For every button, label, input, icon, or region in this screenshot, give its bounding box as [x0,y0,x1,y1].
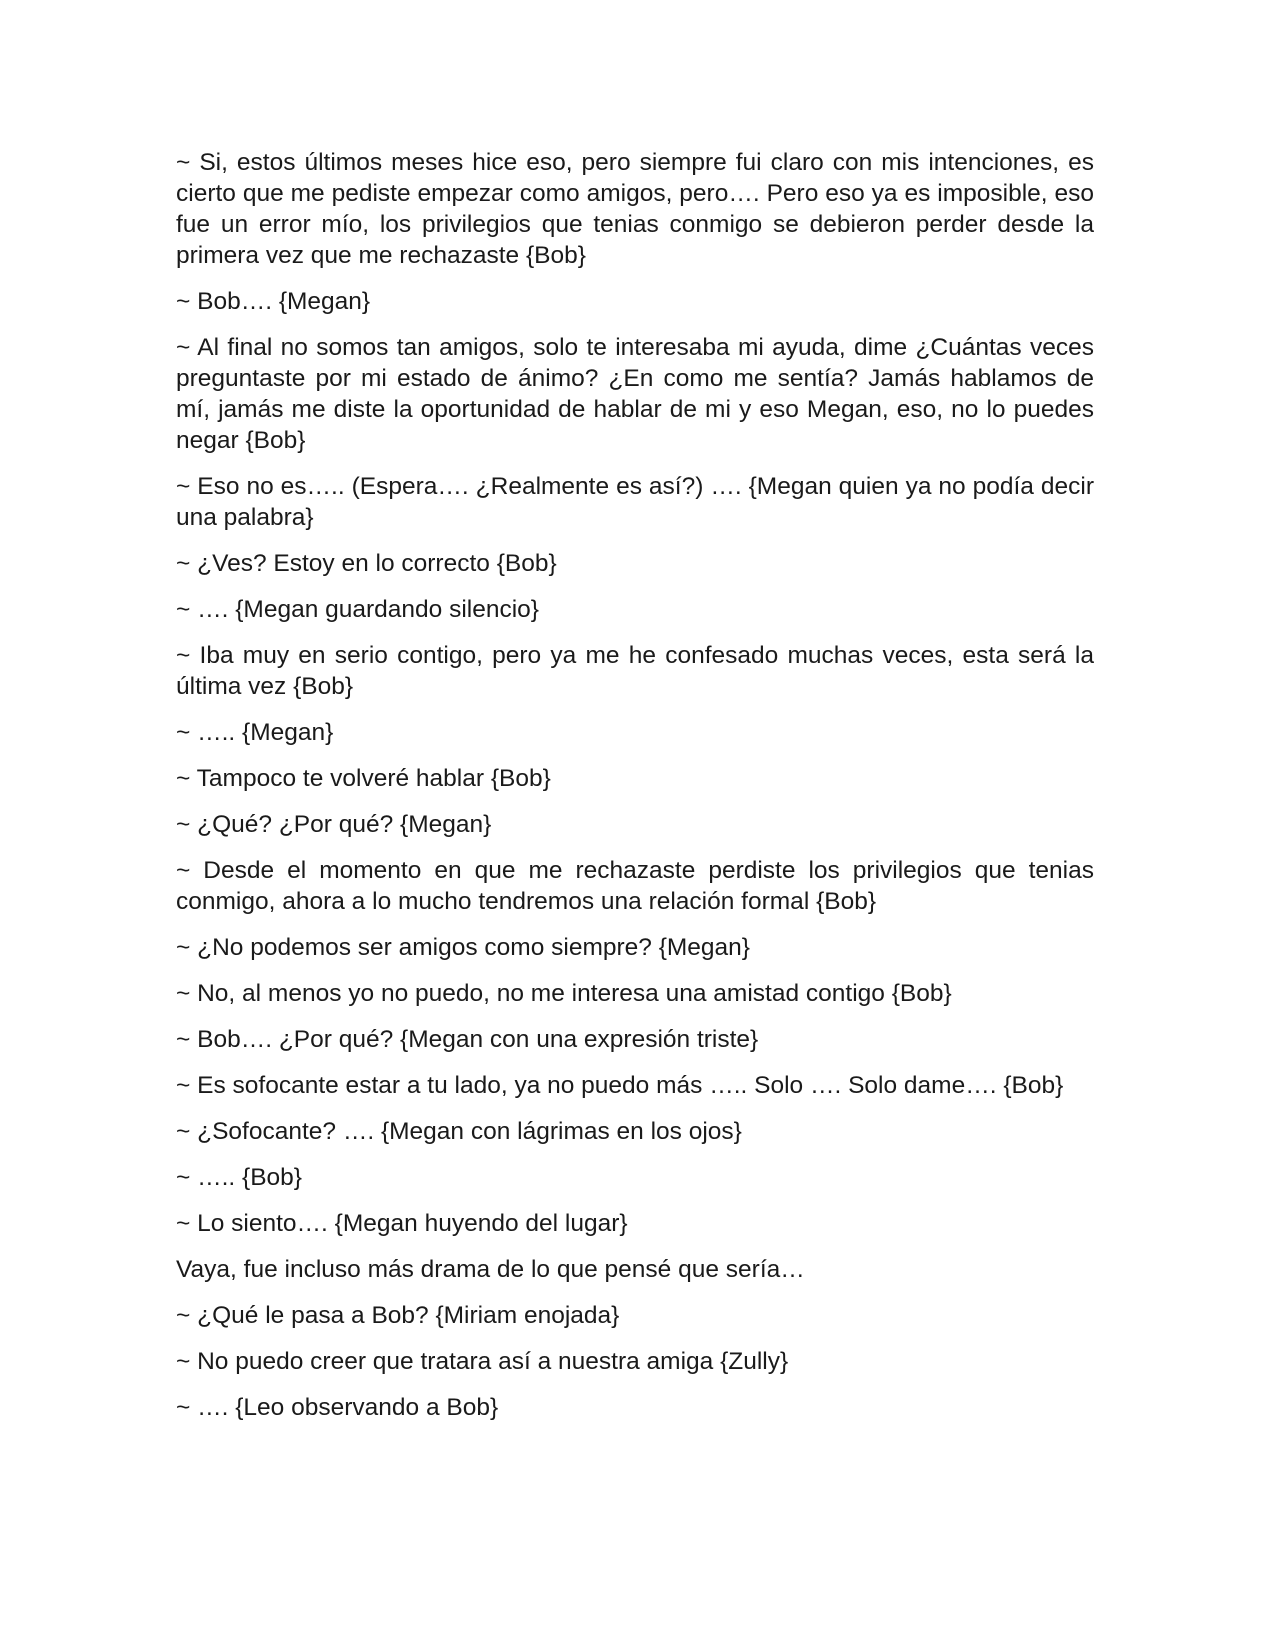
paragraph: ~ …. {Leo observando a Bob} [176,1394,499,1421]
paragraph: ~ Es sofocante estar a tu lado, ya no puedo más ….. Solo …. Solo dame…. {Bob} [176,1072,1064,1099]
paragraph: ~ ….. {Bob} [176,1164,302,1191]
paragraph: ~ Tampoco te volveré hablar {Bob} [176,765,551,792]
paragraph: ~ ¿Sofocante? …. {Megan con lágrimas en los ojos} [176,1118,742,1145]
paragraph: ~ Eso no es….. (Espera…. ¿Realmente es así?) …. {Megan quien ya no podía decir una palabra} [176,473,1094,531]
paragraph: ~ …. {Megan guardando silencio} [176,596,539,623]
paragraph: ~ ¿Qué le pasa a Bob? {Miriam enojada} [176,1302,620,1329]
paragraph: ~ ….. {Megan} [176,719,334,746]
paragraph: ~ Al final no somos tan amigos, solo te interesaba mi ayuda, dime ¿Cuántas veces preguntaste por mi estado de ánimo? ¿En como me sentía? Jamás hablamos de mí, jamás me diste la oportunidad de hablar de mi y eso Megan, eso, no lo puedes negar {Bob} [176,334,1094,454]
paragraph: ~ No, al menos yo no puedo, no me interesa una amistad contigo {Bob} [176,980,952,1007]
paragraph: ~ No puedo creer que tratara así a nuestra amiga {Zully} [176,1348,789,1375]
paragraph: ~ ¿Qué? ¿Por qué? {Megan} [176,811,492,838]
document-body [176,147,1094,1438]
paragraph: ~ Bob…. ¿Por qué? {Megan con una expresión triste} [176,1026,759,1053]
paragraph: ~ Iba muy en serio contigo, pero ya me he confesado muchas veces, esta será la última vez {Bob} [176,642,1094,700]
paragraph: ~ Bob…. {Megan} [176,288,371,315]
paragraph: ~ ¿No podemos ser amigos como siempre? {Megan} [176,934,750,961]
paragraph: ~ Desde el momento en que me rechazaste perdiste los privilegios que tenias conmigo, ahora a lo mucho tendremos una relación formal {Bob} [176,857,1094,915]
paragraph: ~ ¿Ves? Estoy en lo correcto {Bob} [176,550,557,577]
paragraph: Vaya, fue incluso más drama de lo que pensé que sería… [176,1256,805,1283]
paragraph: ~ Lo siento…. {Megan huyendo del lugar} [176,1210,628,1237]
paragraph: ~ Si, estos últimos meses hice eso, pero siempre fui claro con mis intenciones, es cierto que me pediste empezar como amigos, pero…. Pero eso ya es imposible, eso fue un error mío, los privilegios que tenias conmigo se debieron perder desde la primera vez que me rechazaste {Bob} [176,149,1094,269]
